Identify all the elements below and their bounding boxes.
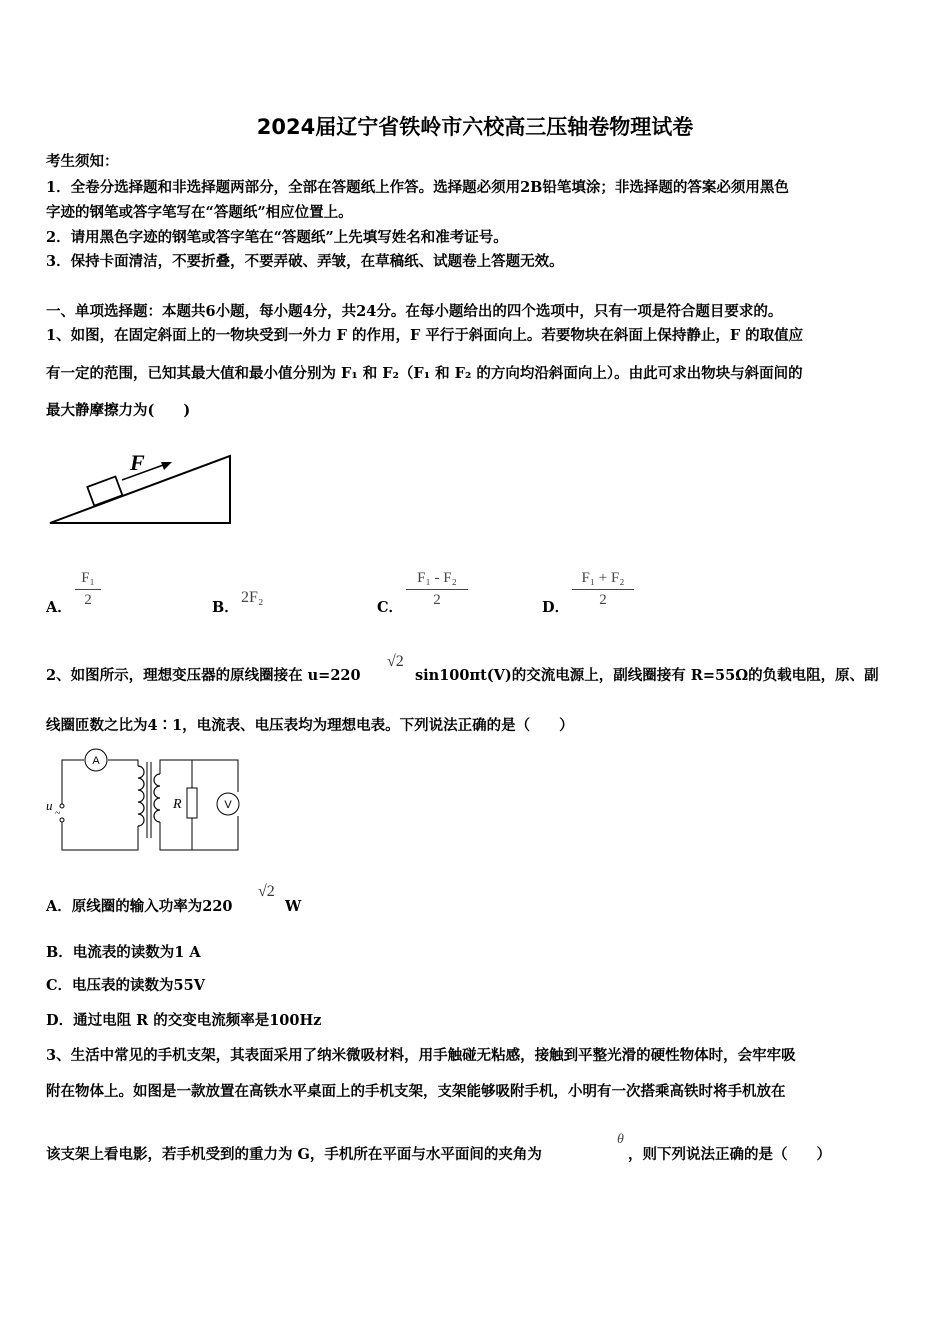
q1-text-line3: 最大静摩擦力为( )	[46, 402, 191, 419]
q2-option-b[interactable]: B．电流表的读数为1 A	[46, 944, 201, 961]
q3-text-line3a: 该支架上看电影，若手机受到的重力为 G，手机所在平面与水平面间的夹角为	[46, 1146, 542, 1163]
q1-option-a-label[interactable]: A．	[46, 599, 72, 616]
source-label: u	[46, 798, 53, 813]
notice-item: 字迹的钢笔或答字笔写在“答题纸”相应位置上。	[46, 204, 353, 221]
q3-text-line1: 3、生活中常见的手机支架，其表面采用了纳米微吸材料，用手触碰无粘感，接触到平整光滑的硬性物体时，会牢牢吸	[46, 1047, 796, 1064]
sqrt-symbol: √2	[258, 883, 275, 900]
primary-coil	[138, 766, 144, 826]
force-label: F	[130, 450, 145, 475]
fraction-numerator: F₁	[81, 570, 95, 586]
section-heading: 一、单项选择题：本题共6小题，每小题4分，共24分。在每小题给出的四个选项中，只有一项是符合题目要求的。	[46, 303, 783, 320]
terminal	[60, 804, 64, 808]
ac-symbol: ~	[55, 808, 61, 819]
q1-option-d-fraction	[572, 570, 634, 609]
transformer-circuit-figure	[42, 744, 252, 856]
q2-option-c[interactable]: C．电压表的读数为55V	[46, 977, 205, 994]
fraction-denominator: 2	[599, 592, 607, 608]
resistor	[187, 788, 197, 818]
q2-option-d[interactable]: D．通过电阻 R 的交变电流频率是100Hz	[46, 1012, 322, 1029]
q1-option-c-label[interactable]: C．	[377, 599, 404, 616]
wire	[160, 760, 238, 792]
notice-heading: 考生须知：	[46, 153, 119, 170]
wire	[108, 760, 138, 766]
block	[87, 477, 122, 506]
incline-figure	[46, 448, 236, 528]
fraction-denominator: 2	[84, 592, 92, 608]
q3-text-line2: 附在物体上。如图是一款放置在高铁水平桌面上的手机支架，支架能够吸附手机，小明有一次搭乘高铁时将手机放在	[46, 1083, 786, 1100]
force-arrowhead	[161, 462, 172, 470]
q2-option-a-unit: W	[285, 898, 302, 915]
notice-item: 2．请用黑色字迹的钢笔或答字笔在“答题纸”上先填写姓名和准考证号。	[46, 229, 508, 246]
q2-text-line2: 线圈匝数之比为4∶1，电流表、电压表均为理想电表。下列说法正确的是（ ）	[46, 717, 574, 734]
q1-text-line2: 有一定的范围，已知其最大值和最小值分别为 F₁ 和 F₂（F₁ 和 F₂ 的方向均沿斜面向上）。由此可求出物块与斜面间的	[46, 365, 803, 382]
q1-option-d-label[interactable]: D．	[542, 599, 570, 616]
q2-text-line1a: 2、如图所示，理想变压器的原线圈接在 u=220	[46, 667, 361, 684]
q1-option-b-label[interactable]: B．	[212, 599, 239, 616]
theta-symbol: θ	[617, 1132, 624, 1147]
fraction-denominator: 2	[433, 592, 441, 608]
fraction-numerator: F₁ + F₂	[581, 570, 625, 586]
fraction-numerator: F₁ - F₂	[417, 570, 457, 586]
q1-option-b-expr: 2F₂	[241, 589, 264, 606]
notice-item: 3．保持卡面清洁，不要折叠，不要弄破、弄皱，在草稿纸、试题卷上答题无效。	[46, 253, 564, 270]
terminal	[60, 818, 64, 822]
page-title: 2024届辽宁省铁岭市六校高三压轴卷物理试卷	[256, 115, 694, 139]
wire	[160, 816, 238, 850]
q1-option-a-fraction	[75, 570, 101, 609]
q1-text-line1: 1、如图，在固定斜面上的一物块受到一外力 F 的作用，F 平行于斜面向上。若要物块在斜面上保持静止，F 的取值应	[46, 327, 804, 344]
ammeter-label: A	[92, 755, 100, 767]
voltmeter-label: V	[224, 799, 232, 811]
q2-text-line1b: sin100πt(V)的交流电源上，副线圈接有 R=55Ω的负载电阻，原、副	[415, 667, 879, 684]
sqrt-symbol: √2	[387, 653, 404, 670]
resistor-label: R	[173, 797, 182, 812]
wire	[62, 760, 84, 804]
notice-item: 1．全卷分选择题和非选择题两部分，全部在答题纸上作答。选择题必须用2B铅笔填涂；非选择题的答案必须用黑色	[46, 179, 789, 196]
wire	[62, 822, 138, 850]
q3-text-line3b: ，则下列说法正确的是（ ）	[628, 1146, 831, 1163]
q2-option-a[interactable]: A．原线圈的输入功率为220	[46, 898, 233, 915]
q1-option-c-fraction	[406, 570, 468, 609]
secondary-coil	[154, 774, 160, 822]
